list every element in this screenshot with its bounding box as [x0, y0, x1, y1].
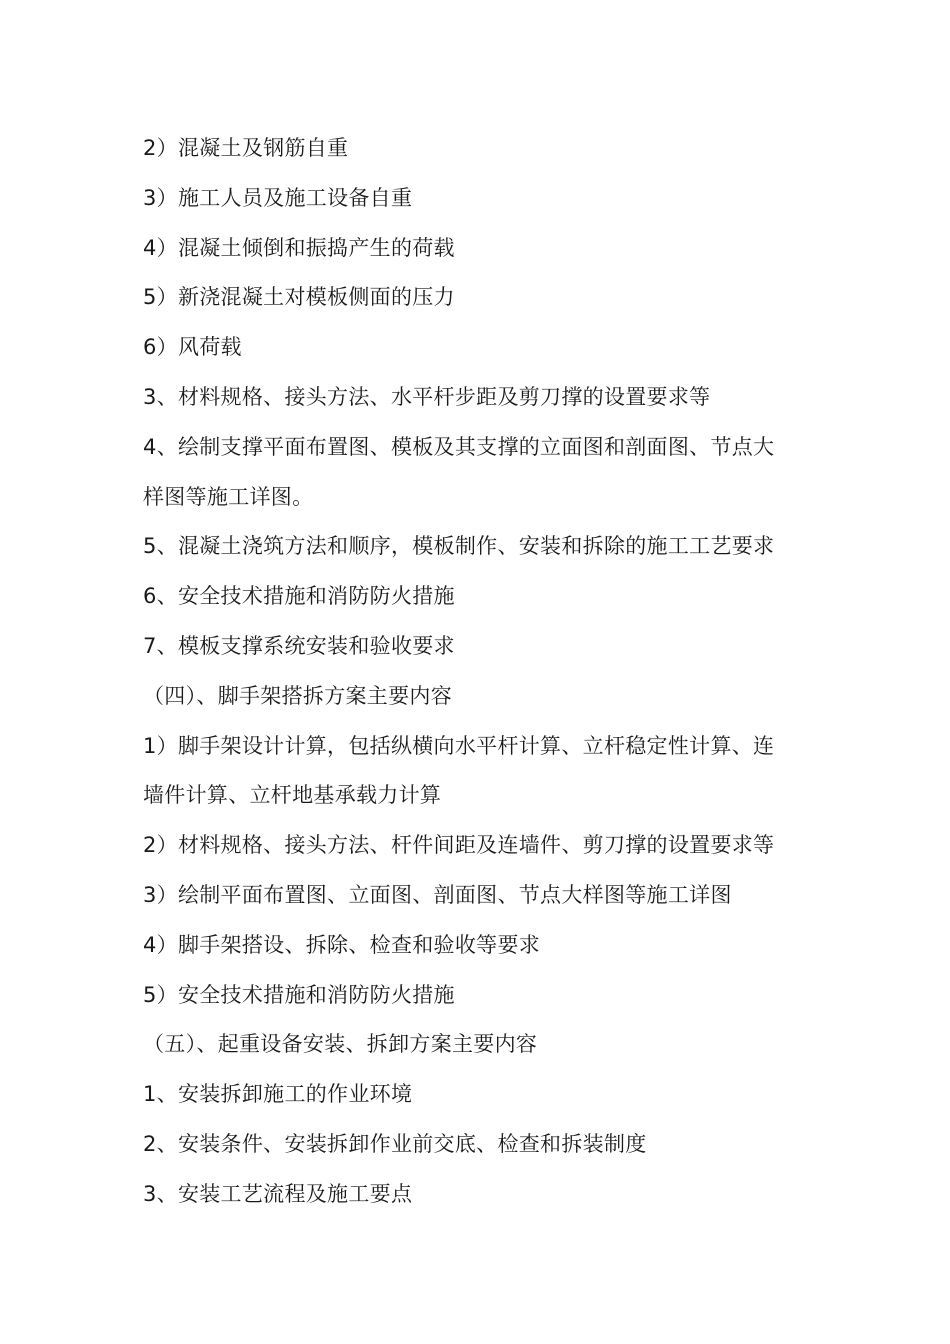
text-line: 1、安装拆卸施工的作业环境 [143, 1082, 413, 1107]
text-line: 2）材料规格、接头方法、杆件间距及连墙件、剪刀撑的设置要求等 [143, 833, 775, 858]
text-line: 3）绘制平面布置图、立面图、剖面图、节点大样图等施工详图 [143, 882, 732, 907]
text-line: 6、安全技术措施和消防防火措施 [143, 584, 455, 609]
text-line: 墙件计算、立杆地基承载力计算 [143, 783, 442, 808]
text-line: 5、混凝土浇筑方法和顺序，模板制作、安装和拆除的施工工艺要求 [143, 534, 775, 559]
section-heading: （四）、脚手架搭拆方案主要内容 [143, 683, 452, 708]
section-heading: （五）、起重设备安装、拆卸方案主要内容 [143, 1032, 538, 1057]
text-line: 4）脚手架搭设、拆除、检查和验收等要求 [143, 932, 541, 957]
text-line: 4、绘制支撑平面布置图、模板及其支撑的立面图和剖面图、节点大 [143, 434, 775, 459]
text-line: 2、安装条件、安装拆卸作业前交底、检查和拆装制度 [143, 1131, 647, 1156]
text-line: 样图等施工详图。 [143, 484, 314, 509]
text-line: 2）混凝土及钢筋自重 [143, 136, 349, 160]
text-line: 4）混凝土倾倒和振捣产生的荷载 [143, 235, 455, 260]
document-body [143, 124, 813, 1220]
text-line: 1）脚手架设计计算，包括纵横向水平杆计算、立杆稳定性计算、连 [143, 733, 775, 758]
text-line: 5）新浇混凝土对模板侧面的压力 [143, 285, 455, 310]
text-line: 3、安装工艺流程及施工要点 [143, 1181, 413, 1206]
text-line: 7、模板支撑系统安装和验收要求 [143, 633, 455, 658]
text-line: 3）施工人员及施工设备自重 [143, 185, 413, 210]
text-line: 6）风荷载 [143, 335, 242, 360]
text-line: 3、材料规格、接头方法、水平杆步距及剪刀撑的设置要求等 [143, 384, 711, 409]
text-line: 5）安全技术措施和消防防火措施 [143, 982, 455, 1007]
